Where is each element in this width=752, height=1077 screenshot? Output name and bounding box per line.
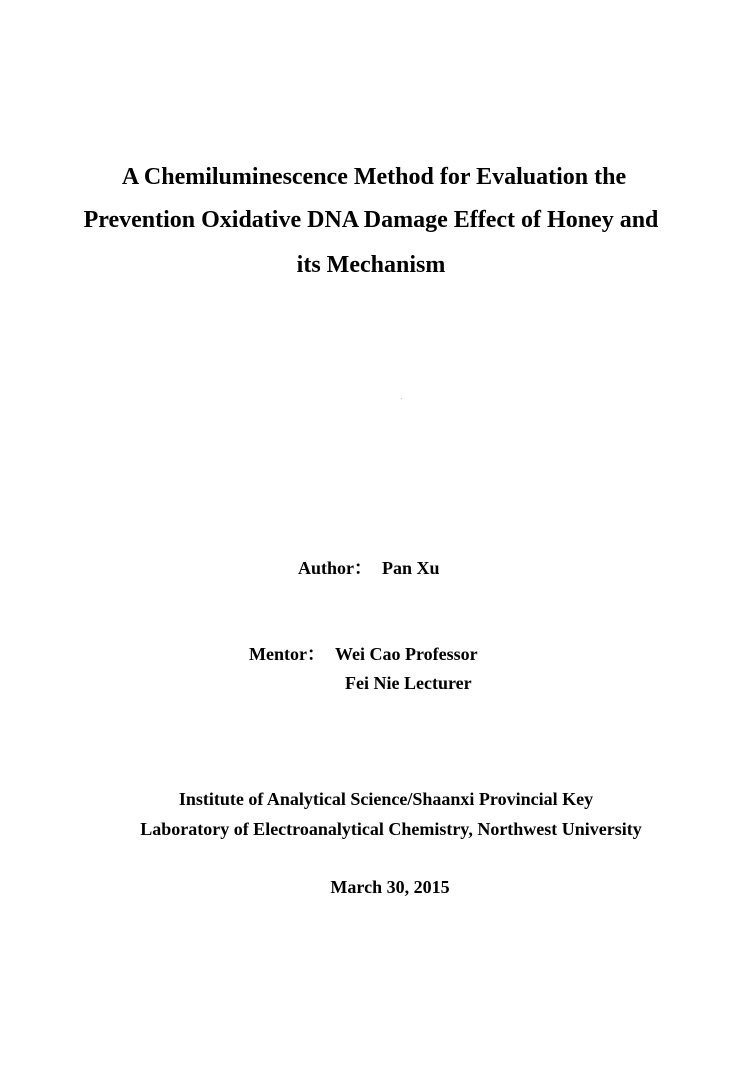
mentor-line xyxy=(249,643,478,665)
scan-speck xyxy=(401,398,402,399)
institution-line-1: Institute of Analytical Science/Shaanxi Provincial Key xyxy=(178,789,594,809)
institution-line-2: Laboratory of Electroanalytical Chemistry, Northwest University xyxy=(140,819,642,839)
mentor-secondary: Fei Nie Lecturer xyxy=(345,673,472,693)
author-name: Pan Xu xyxy=(382,558,440,578)
mentor-primary: Wei Cao Professor xyxy=(334,644,478,664)
title-line-1: A Chemiluminescence Method for Evaluation the xyxy=(121,164,627,190)
title-line-2: Prevention Oxidative DNA Damage Effect of Honey and xyxy=(83,207,659,233)
mentor-label: Mentor： xyxy=(249,644,325,664)
date: March 30, 2015 xyxy=(330,877,450,897)
author-line xyxy=(298,557,440,579)
author-label: Author： xyxy=(298,558,373,578)
title-line-3: its Mechanism xyxy=(296,252,446,278)
